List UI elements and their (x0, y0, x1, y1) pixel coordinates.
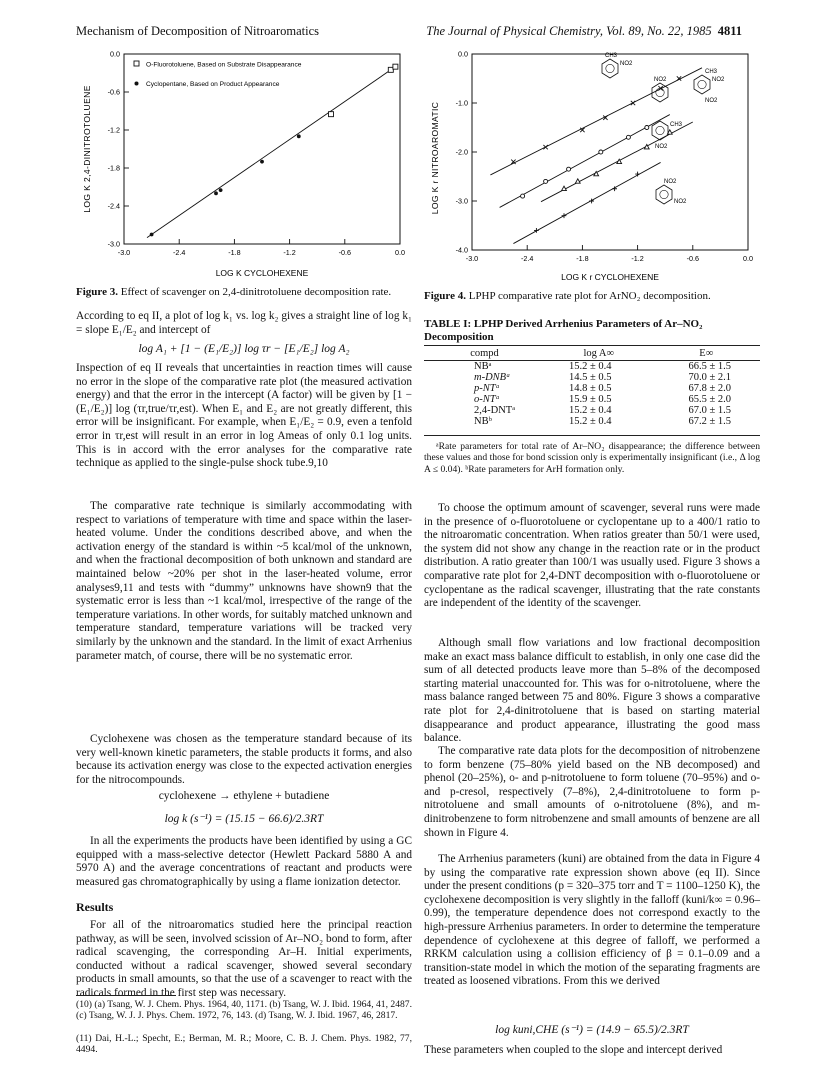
equation-cyclohexene-reaction: cyclohexene → ethylene + butadiene (158, 790, 330, 802)
figure-3-y-ticks (108, 50, 129, 249)
table-cell: 15.2 ± 0.4 (568, 405, 612, 416)
benzene-ring-icon (694, 75, 710, 94)
data-point-open-square (329, 112, 334, 117)
table-cell: 14.8 ± 0.5 (568, 383, 612, 394)
figure-4-y-ticks (456, 50, 477, 255)
data-point-triangle (562, 186, 567, 190)
right-paragraph-4: The Arrhenius parameters (kuni) are obtained from the data in Figure 4 by using the comparative rate expression shown above (eq II). Since under the present conditions (p = 320–375 torr and T = 1100–1250 K), the cyclohexene decomposition is very slightly in the falloff (kuni/k∞ = 0.96–0.99), the temperature dependence does not correspond exactly to the high-pressure Arrhenius parameters. In order to determine the temperature dependence of cyclohexene at this degree of falloff, we performed a RRKM calculation using a collision efficiency of β = 0.1–0.09 and a transition-state model in which the motion of the separating fragments are treated as loosened vibrations. From this we derived (424, 853, 760, 988)
y-tick-label: -2.4 (107, 201, 120, 211)
figure-4-caption-text: LPHP comparative rate plot for ArNO₂ decomposition. (468, 290, 711, 302)
structure-label: NO2 (654, 77, 667, 83)
running-head-left: Mechanism of Decomposition of Nitroaromatics (76, 24, 319, 38)
results-heading: Results (76, 900, 114, 914)
equation-intercept: log A₁ + [1 − (E₁/E₂)] log τr − [E₁/E₂] log A₂ (138, 343, 350, 355)
x-tick-label: -3.0 (465, 254, 479, 263)
figure-3-legend-entry-1: O-Fluorotoluene, Based on Substrate Disappearance (146, 61, 302, 69)
table-cell: NBᵃ (474, 361, 492, 372)
table-1-footnote: ᵃRate parameters for total rate of Ar–NO₂ disappearance; the difference between these values and those for bond scission only is experimentally insignificant (i.e., Δ log A ≤ 0.04). ᵇRate parameters for ArH formation only. (424, 441, 760, 475)
footnote-rule (76, 995, 176, 996)
data-point-circle (521, 194, 525, 198)
data-point-plus (562, 213, 567, 218)
y-tick-label: -3.0 (107, 239, 120, 249)
table-cell: 70.0 ± 2.1 (688, 372, 731, 383)
running-head-right (426, 24, 742, 39)
column-header-e: E∞ (652, 347, 760, 361)
figure-3-legend (134, 61, 302, 88)
right-paragraph-5: These parameters when coupled to the slope and intercept derived (424, 1044, 723, 1056)
table-cell: 67.2 ± 1.5 (688, 416, 731, 427)
table-bottom-rule (424, 435, 760, 436)
data-point-circle (626, 135, 630, 139)
structure-label: NO2 (712, 77, 725, 83)
table-1-title: TABLE I: LPHP Derived Arrhenius Parameters of Ar–NO₂ Decomposition (424, 318, 703, 343)
data-point-filled-circle (297, 134, 301, 138)
figure-3-xlabel: LOG K CYCLOHEXENE (215, 268, 309, 278)
table-cell: p-NTᵃ (474, 383, 500, 394)
structure-label: NO2 (664, 179, 677, 185)
x-tick-label: -3.0 (117, 248, 131, 257)
aromatic-circle-icon (660, 190, 668, 198)
x-tick-label: -1.8 (228, 248, 241, 257)
data-point-filled-circle (219, 188, 223, 192)
equation-cyclohexene-rate: log k (s⁻¹) = (15.15 − 66.6)/2.3RT (164, 813, 324, 825)
figure-3-x-ticks (118, 239, 405, 257)
x-tick-label: 0.0 (395, 248, 405, 257)
footnote-11: (11) Dai, H.-L.; Specht, E.; Berman, M. R.; Moore, C. B. J. Chem. Phys. 1982, 77, 4494. (76, 1033, 412, 1056)
table-row (424, 383, 760, 394)
data-point-triangle (575, 179, 580, 183)
figure-4-caption (424, 290, 764, 303)
data-point-filled-circle (214, 191, 218, 195)
y-tick-label: 0.0 (458, 49, 468, 59)
legend-filled-circle-marker (135, 82, 139, 86)
figure-3-caption-text: Effect of scavenger on 2,4-dinitrotoluene decomposition rate. (120, 286, 392, 298)
benzene-ring-icon (656, 185, 672, 204)
table-cell: 66.5 ± 1.5 (688, 361, 731, 372)
figure-4-chart (424, 46, 758, 284)
figure-3-chart (76, 46, 410, 282)
figure-3-caption (76, 286, 416, 299)
left-paragraph-6: For all of the nitroaromatics studied here the principal reaction pathway, as will be seen, involved scission of Ar–NO₂ bond to form, after radical scavenging, the corresponding Ar–H. Initial experiments, conducted without a radical scavenger, showed several secondary products in small amounts, so that the use of a scavenger to react with the radicals formed in the first step was necessary. (76, 919, 412, 999)
figure-3-fit-line (147, 67, 395, 238)
table-row (424, 361, 760, 373)
table-1 (424, 347, 760, 427)
left-paragraph-2: Inspection of eq II reveals that uncertainties in reaction times will cause no error in the slope of the comparative rate plot (the measured activation energy) and that the error in the intercept (A factor) will be given by [1 − (E₁/E₂)] log (τr,true/τr,est). When E₁ and E₂ are not greatly different, this error will be insignificant. For example, when E₁/E₂ = 0.9, even a tenfold error in τr,est will result in an error in log Ameas of only 0.1 log units. This is in accord with the error analyses for the comparative rate technique as applied to the single-pulse shock tube.9,10 (76, 362, 412, 470)
figure-3-caption-label: Figure 3. (76, 286, 118, 298)
benzene-ring-icon (602, 59, 618, 78)
x-tick-label: -2.4 (173, 248, 186, 257)
data-point-filled-circle (260, 160, 264, 164)
data-point-circle (645, 126, 649, 130)
y-tick-label: -0.6 (107, 87, 120, 97)
aromatic-circle-icon (698, 80, 706, 88)
structure-label: CH3 (705, 69, 718, 75)
left-paragraph-4: Cyclohexene was chosen as the temperature standard because of its very well-known kinetic parameters, the stable products it forms, and also because its activation energy was close to the expected activation energies for the nitrocompounds. (76, 733, 412, 786)
x-tick-label: -2.4 (521, 254, 534, 263)
benzene-ring-icon (652, 121, 668, 140)
table-cell: 14.5 ± 0.5 (568, 372, 612, 383)
structure-label: NO2 (655, 144, 668, 150)
footnote-10: (10) (a) Tsang, W. J. Chem. Phys. 1964, 40, 1171. (b) Tsang, W. J. Ibid. 1964, 41, 2487. (c) Tsang, W. J. J. Phys. Chem. 1972, 76, 143. (d) Tsang, W. J. Ibid. 1967, 46, 2817. (76, 999, 412, 1022)
figure-4-structure-1 (602, 53, 633, 78)
equation-cyclohexene-falloff: log kuni,CHE (s⁻¹) = (14.9 − 65.5)/2.3RT (495, 1024, 689, 1036)
x-tick-label: -0.6 (686, 254, 699, 263)
x-tick-label: -1.2 (283, 248, 296, 257)
y-tick-label: -1.2 (107, 125, 120, 135)
series-fit-line (500, 115, 670, 208)
structure-label: NO2 (620, 61, 633, 67)
figure-4-xlabel: LOG K r CYCLOHEXENE (561, 272, 659, 282)
table-row (424, 405, 760, 416)
y-tick-label: 0.0 (110, 49, 120, 59)
table-cell: 2,4-DNTᵃ (474, 405, 516, 416)
x-tick-label: -1.2 (631, 254, 644, 263)
aromatic-circle-icon (606, 64, 614, 72)
figure-4-structure-3 (694, 69, 725, 104)
figure-4-fit-lines (490, 68, 702, 244)
aromatic-circle-icon (656, 126, 664, 134)
page-number: 4811 (717, 24, 742, 38)
column-header-log-a: log A∞ (545, 347, 653, 361)
data-point-circle (567, 167, 571, 171)
table-row (424, 394, 760, 405)
table-cell: 65.5 ± 2.0 (688, 394, 731, 405)
data-point-x (543, 145, 547, 149)
figure-4-ylabel: LOG K r NITROAROMATIC (430, 101, 440, 215)
y-tick-label: -1.0 (455, 98, 468, 108)
figure-4-structure-5 (656, 179, 687, 205)
figure-4-structure-4 (652, 121, 683, 150)
data-point-circle (599, 150, 603, 154)
table-cell: 15.2 ± 0.4 (568, 361, 612, 372)
x-tick-label: -0.6 (338, 248, 351, 257)
figure-4-plot-frame (472, 54, 748, 250)
table-cell: NBᵇ (474, 416, 492, 427)
table-cell: 67.8 ± 2.0 (688, 383, 731, 394)
journal-citation: The Journal of Physical Chemistry, Vol. 89, No. 22, 1985 (426, 24, 712, 38)
x-tick-label: 0.0 (743, 254, 753, 263)
figure-4-x-ticks (466, 245, 753, 263)
table-row (424, 416, 760, 427)
y-tick-label: -3.0 (455, 196, 468, 206)
table-cell: o-NTᵃ (474, 394, 500, 405)
structure-label: CH3 (670, 122, 683, 128)
y-tick-label: -2.0 (455, 147, 468, 157)
table-header-row (424, 347, 760, 361)
right-paragraph-1: To choose the optimum amount of scavenger, several runs were made in the presence of o-fluorotoluene or cyclopentane up to a 400/1 ratio to the nitroaromatic concentration. When ratios greater than 50/1 were used, the system did not show any change in the reaction rate or in the product distribution. A ratio greater than 100/1 was usually used. Figure 3 shows a comparative rate plot for 2,4-DNT decomposition with o-fluorotoluene or cyclopentane as the radical scavenger, illustrating that the rate constants are independent of the identity of the scavenger. (424, 502, 760, 610)
structure-label: NO2 (674, 199, 687, 205)
x-tick-label: -1.8 (576, 254, 589, 263)
left-paragraph-5: In all the experiments the products have been identified by using a GC equipped with a mass-selective detector (Hewlett Packard 5880 A and 5970 A) and the average concentrations of reactant and products were measured gas chromatographically by using a flame ionization detector. (76, 835, 412, 888)
data-point-filled-circle (150, 233, 154, 237)
table-row (424, 372, 760, 383)
right-paragraph-2: Although small flow variations and low fractional decomposition make an exact mass balance difficult to establish, in only one case did the sum of all detected products leave more than 5–8% of the decomposed starting material unaccounted for. This was for o-nitrotoluene, where the mass balance ranged between 75 and 80%. Figure 3 shows a comparative rate plot for 2,4-dinitrotoluene that is based on starting material disappearance and product appearance, illustrating the good mass balance. (424, 637, 760, 745)
left-paragraph-3: The comparative rate technique is similarly accommodating with respect to variations of temperature with time and space within the laser-heated volume. Under the conditions described above, and when the activation energy of the standard is within ~5 kcal/mol of the unknown, and when the fractional decomposition of both unknown and standard are maintained below ~20% per shot in the laser-heated volume, error analyses9,11 and tests with “dummy” unknowns have shown9 that the systematic error is less than ~1 kcal/mol, irrespective of the range of the temperature variations. In other words, for suitably matched unknown and temperature standard, temperature variations will be tracked very similarly by the unknown and the standard. In the limit of exact Arrhenius parameter match, of course, there will be no systematic error. (76, 500, 412, 662)
figure-4-caption-label: Figure 4. (424, 290, 466, 302)
table-cell: m-DNBᵃ (474, 372, 511, 383)
figure-3-ylabel: LOG K 2,4-DINITROTOLUENE (82, 85, 92, 213)
left-paragraph-1: According to eq II, a plot of log k₁ vs. log k₂ gives a straight line of log k₁ = slope E₁/E₂ and intercept of (76, 310, 412, 336)
column-header-compd: compd (424, 347, 545, 361)
data-point-circle (544, 179, 548, 183)
data-point-open-square (393, 64, 398, 69)
table-cell: 15.2 ± 0.4 (568, 416, 612, 427)
table-cell: 15.9 ± 0.5 (568, 394, 612, 405)
legend-open-square-marker (134, 61, 139, 66)
data-point-x (631, 101, 635, 105)
y-tick-label: -1.8 (107, 163, 120, 173)
figure-3-legend-entry-2: Cyclopentane, Based on Product Appearance (146, 81, 280, 88)
table-cell: 67.0 ± 1.5 (688, 405, 731, 416)
table-top-rule (424, 345, 760, 346)
series-fit-line (513, 162, 660, 243)
right-paragraph-3: The comparative rate data plots for the decomposition of nitrobenzene to form benzene (75–80% yield based on the NB decomposed) and phenol (20–25%), o- and p-nitrotoluene to form toluene (70–95%) and o- and p-cresol, respectively (7–8%), 2,4-dinitrotoluene to form p-nitrotoluene and small amounts of o-nitrotoluene (8%), and m-dinitrobenzene to form nitrobenzene and small amounts of benzene are all shown in Figure 4. (424, 745, 760, 839)
structure-label: NO2 (705, 98, 718, 104)
structure-label: CH3 (605, 53, 618, 59)
y-tick-label: -4.0 (455, 245, 468, 255)
